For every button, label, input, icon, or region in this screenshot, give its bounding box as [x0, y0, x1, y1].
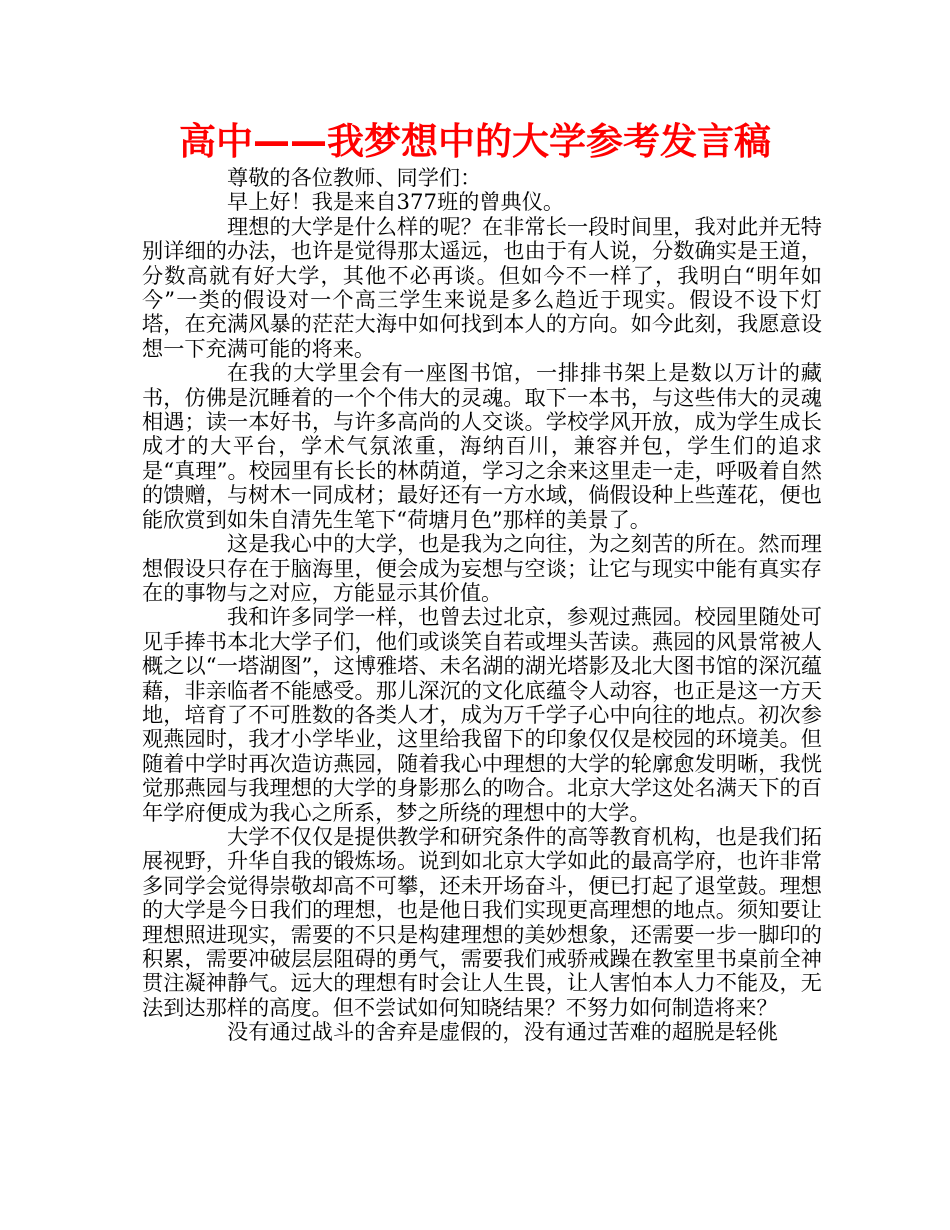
document-body — [142, 166, 822, 1045]
body-paragraph: 这是我心中的大学，也是我为之向往，为之刻苦的所在。然而理想假设只存在于脑海里，便会成为妄想与空谈；让它与现实中能有真实存在的事物与之对应，方能显示其价值。 — [142, 531, 822, 605]
greeting-paragraph: 尊敬的各位教师、同学们： — [227, 165, 482, 190]
body-paragraph: 理想的大学是什么样的呢？在非常长一段时间里，我对此并无特别详细的办法，也许是觉得那太遥远，也由于有人说，分数确实是王道，分数高就有好大学，其他不必再谈。但如今不一样了，我明白“明年如今”一类的假设对一个高三学生来说是多么趋近于现实。假设不设下灯塔，在充满风暴的茫茫大海中如何找到本人的方向。如今此刻，我愿意设想一下充满可能的将来。 — [142, 213, 822, 361]
body-paragraph: 在我的大学里会有一座图书馆，一排排书架上是数以万计的藏书，仿佛是沉睡着的一个个伟大的灵魂。取下一本书，与这些伟大的灵魂相遇；读一本好书，与许多高尚的人交谈。学校学风开放，成为学生成长成才的大平台，学术气氛浓重，海纳百川，兼容并包，学生们的追求是“真理”。校园里有长长的林荫道，学习之余来这里走一走，呼吸着自然的馈赠，与树木一同成材；最好还有一方水域，倘假设种上些莲花，便也能欣赏到如朱自清先生笔下“荷塘月色”那样的美景了。 — [142, 360, 822, 532]
body-paragraph: 没有通过战斗的舍弃是虚假的，没有通过苦难的超脱是轻佻 — [227, 1019, 778, 1045]
introduction-paragraph: 早上好！我是来自377班的曾典仪。 — [227, 189, 565, 215]
body-paragraph: 我和许多同学一样，也曾去过北京，参观过燕园。校园里随处可见手捧书本北大学子们，他们或谈笑自若或埋头苦读。燕园的风景常被人概之以“一塔湖图”，这博雅塔、未名湖的湖光塔影及北大图书馆的深沉蕴藉，非亲临者不能感受。那儿深沉的文化底蕴令人动容，也正是这一方天地，培育了不可胜数的各类人才，成为万千学子心中向往的地点。初次参观燕园时，我才小学毕业，这里给我留下的印象仅仅是校园的环境美。但随着中学时再次造访燕园，随着我心中理想的大学的轮廓愈发明晰，我恍觉那燕园与我理想的大学的身影那么的吻合。北京大学这处名满天下的百年学府便成为我心之所系，梦之所绕的理想中的大学。 — [142, 604, 822, 825]
document-title: 高中——我梦想中的大学参考发言稿 — [179, 120, 771, 163]
body-paragraph: 大学不仅仅是提供教学和研究条件的高等教育机构，也是我们拓展视野，升华自我的锻炼场。说到如北京大学如此的最高学府，也许非常多同学会觉得崇敬却高不可攀，还未开场奋斗，便已打起了退堂鼓。理想的大学是今日我们的理想，也是他日我们实现更高理想的地点。须知要让理想照进现实，需要的不只是构建理想的美妙想象，还需要一步一脚印的积累，需要冲破层层阻碍的勇气，需要我们戒骄戒躁在教室里书桌前全神贯注凝神静气。远大的理想有时会让人生畏，让人害怕本人力不能及，无法到达那样的高度。但不尝试如何知晓结果？不努力如何制造将来？ — [142, 823, 822, 1020]
